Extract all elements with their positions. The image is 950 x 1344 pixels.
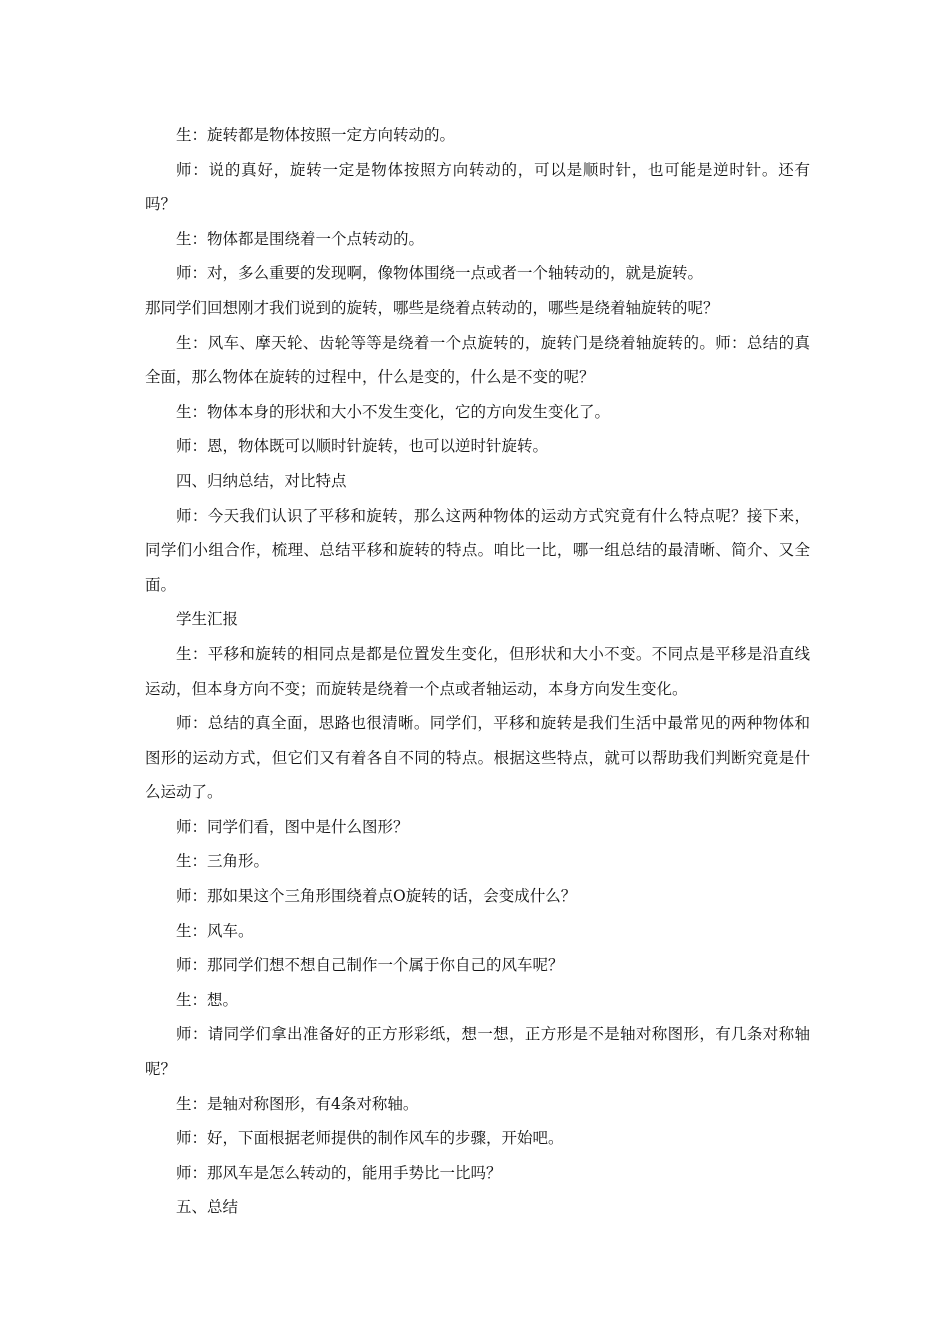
- paragraph: 师：请同学们拿出准备好的正方形彩纸，想一想，正方形是不是轴对称图形，有几条对称轴呢？: [145, 1025, 810, 1079]
- paragraph: 师：总结的真全面，思路也很清晰。同学们，平移和旋转是我们生活中最常见的两种物体和图形的运动方式，但它们又有着各自不同的特点。根据这些特点，就可以帮助我们判断究竟是什么运动了。: [145, 714, 810, 802]
- paragraph: 那同学们回想刚才我们说到的旋转，哪些是绕着点转动的，哪些是绕着轴旋转的呢？: [145, 298, 719, 317]
- paragraph: 生：三角形。: [176, 852, 270, 871]
- paragraph: 生：是轴对称图形，有4条对称轴。: [176, 1094, 419, 1113]
- section-heading: 五、总结: [176, 1198, 239, 1217]
- paragraph: 学生汇报: [176, 610, 239, 629]
- section-heading: 四、归纳总结，对比特点: [176, 471, 347, 490]
- paragraph: 生：旋转都是物体按照一定方向转动的。: [176, 126, 456, 144]
- paragraph: 师：那同学们想不想自己制作一个属于你自己的风车呢？: [176, 956, 564, 975]
- paragraph: 师：恩，物体既可以顺时针旋转，也可以逆时针旋转。: [176, 437, 549, 456]
- paragraph: 师：那风车是怎么转动的，能用手势比一比吗？: [176, 1163, 502, 1182]
- paragraph: 生：物体都是围绕着一个点转动的。: [176, 229, 425, 248]
- document-body: [145, 118, 810, 1225]
- paragraph: 师：同学们看，图中是什么图形？: [176, 817, 409, 836]
- paragraph: 师：说的真好，旋转一定是物体按照方向转动的，可以是顺时针，也可能是逆时针。还有吗？: [145, 160, 810, 214]
- paragraph: 生：想。: [176, 990, 239, 1009]
- paragraph: 师：对，多么重要的发现啊，像物体围绕一点或者一个轴转动的，就是旋转。: [176, 264, 704, 283]
- paragraph: 师：今天我们认识了平移和旋转，那么这两种物体的运动方式究竟有什么特点呢？接下来，同学们小组合作，梳理、总结平移和旋转的特点。咱比一比，哪一组总结的最清晰、简介、又全面。: [145, 506, 810, 594]
- paragraph: 师：那如果这个三角形围绕着点O旋转的话，会变成什么？: [176, 887, 577, 906]
- paragraph: 生：风车、摩天轮、齿轮等等是绕着一个点旋转的，旋转门是绕着轴旋转的。师：总结的真全面，那么物体在旋转的过程中，什么是变的，什么是不变的呢？: [145, 333, 810, 387]
- paragraph: 生：平移和旋转的相同点是都是位置发生变化，但形状和大小不变。不同点是平移是沿直线运动，但本身方向不变；而旋转是绕着一个点或者轴运动，本身方向发生变化。: [145, 644, 810, 698]
- paragraph: 师：好，下面根据老师提供的制作风车的步骤，开始吧。: [176, 1129, 564, 1148]
- paragraph: 生：物体本身的形状和大小不发生变化，它的方向发生变化了。: [176, 402, 611, 421]
- paragraph: 生：风车。: [176, 921, 254, 940]
